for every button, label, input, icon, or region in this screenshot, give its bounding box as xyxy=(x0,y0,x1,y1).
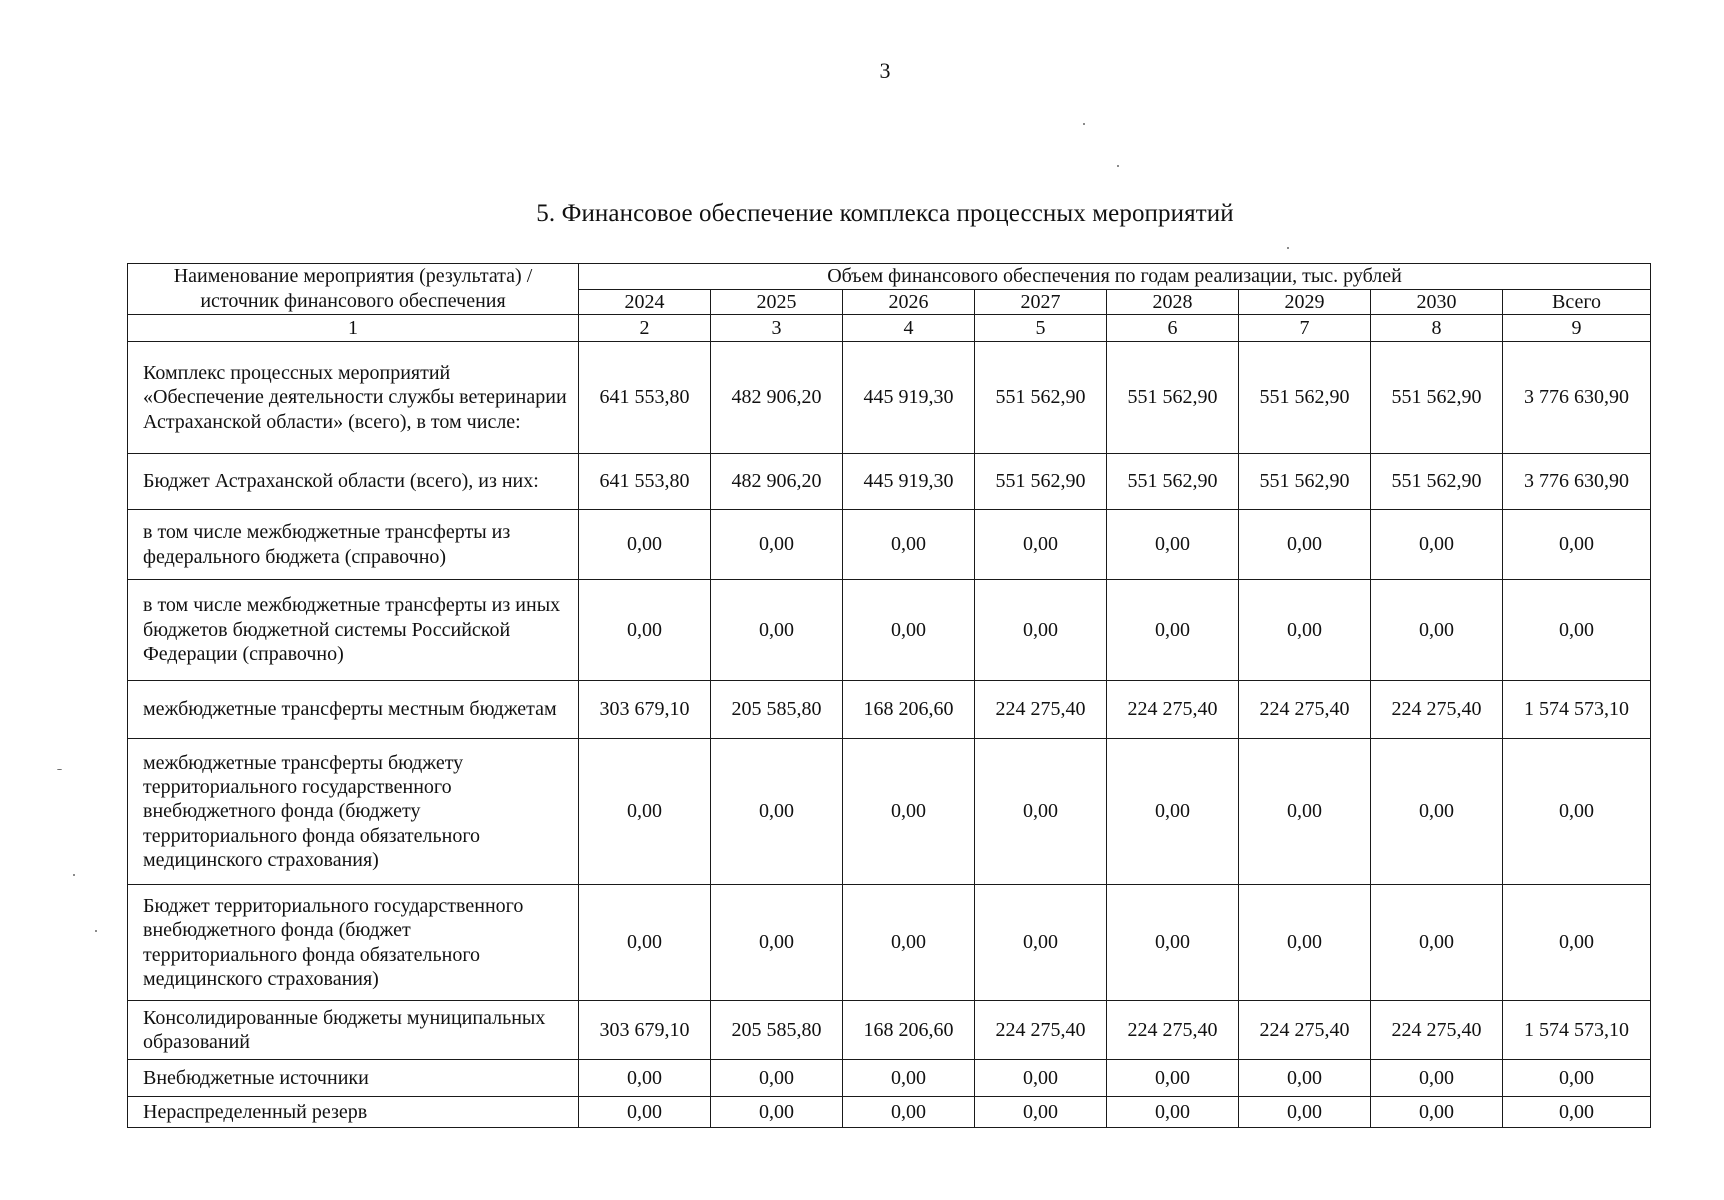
value-cell: 0,00 xyxy=(975,510,1107,580)
value-cell: 0,00 xyxy=(1371,739,1503,885)
year-header: 2030 xyxy=(1371,289,1503,315)
value-cell: 0,00 xyxy=(1239,580,1371,681)
value-cell: 0,00 xyxy=(1371,885,1503,1001)
table-row xyxy=(128,681,1651,739)
value-cell: 0,00 xyxy=(1239,885,1371,1001)
table-row xyxy=(128,1060,1651,1097)
value-cell: 0,00 xyxy=(711,885,843,1001)
value-cell: 0,00 xyxy=(1239,1060,1371,1097)
table-body xyxy=(128,264,1651,1128)
value-cell: 551 562,90 xyxy=(1371,454,1503,510)
scan-speck xyxy=(95,930,97,932)
year-header: 2029 xyxy=(1239,289,1371,315)
total-value-cell: 0,00 xyxy=(1503,885,1651,1001)
value-cell: 0,00 xyxy=(711,1060,843,1097)
value-cell: 224 275,40 xyxy=(1107,1001,1239,1060)
column-number: 9 xyxy=(1503,315,1651,342)
value-cell: 0,00 xyxy=(975,580,1107,681)
value-cell: 0,00 xyxy=(843,1060,975,1097)
year-header: 2024 xyxy=(579,289,711,315)
column-number: 7 xyxy=(1239,315,1371,342)
value-cell: 482 906,20 xyxy=(711,342,843,454)
table-row xyxy=(128,1097,1651,1128)
value-cell: 224 275,40 xyxy=(975,681,1107,739)
value-cell: 0,00 xyxy=(843,885,975,1001)
value-cell: 641 553,80 xyxy=(579,342,711,454)
column-number: 1 xyxy=(128,315,579,342)
value-cell: 0,00 xyxy=(975,885,1107,1001)
value-cell: 551 562,90 xyxy=(975,454,1107,510)
row-name-cell: Нераспределенный резерв xyxy=(128,1097,579,1128)
total-header: Всего xyxy=(1503,289,1651,315)
value-cell: 0,00 xyxy=(1371,1060,1503,1097)
row-name-cell: Бюджет Астраханской области (всего), из них: xyxy=(128,454,579,510)
table-row xyxy=(128,885,1651,1001)
year-header: 2025 xyxy=(711,289,843,315)
value-cell: 0,00 xyxy=(843,510,975,580)
value-cell: 0,00 xyxy=(579,580,711,681)
value-cell: 303 679,10 xyxy=(579,681,711,739)
total-value-cell: 1 574 573,10 xyxy=(1503,681,1651,739)
value-cell: 445 919,30 xyxy=(843,454,975,510)
value-cell: 551 562,90 xyxy=(1371,342,1503,454)
table-row xyxy=(128,1001,1651,1060)
value-cell: 0,00 xyxy=(579,510,711,580)
total-value-cell: 0,00 xyxy=(1503,1097,1651,1128)
column-number: 6 xyxy=(1107,315,1239,342)
total-value-cell: 0,00 xyxy=(1503,1060,1651,1097)
document-title: 5. Финансовое обеспечение комплекса процессных мероприятий xyxy=(536,200,1234,227)
column-number: 4 xyxy=(843,315,975,342)
scan-speck xyxy=(1083,123,1085,125)
value-cell: 224 275,40 xyxy=(1371,1001,1503,1060)
row-name-cell: Консолидированные бюджеты муниципальных образований xyxy=(128,1001,579,1060)
value-cell: 0,00 xyxy=(1371,1097,1503,1128)
value-cell: 205 585,80 xyxy=(711,681,843,739)
value-cell: 551 562,90 xyxy=(1239,342,1371,454)
value-cell: 0,00 xyxy=(1239,1097,1371,1128)
value-cell: 224 275,40 xyxy=(1239,1001,1371,1060)
header-row-top xyxy=(128,264,1651,290)
value-cell: 482 906,20 xyxy=(711,454,843,510)
column-number: 5 xyxy=(975,315,1107,342)
total-value-cell: 3 776 630,90 xyxy=(1503,454,1651,510)
value-cell: 205 585,80 xyxy=(711,1001,843,1060)
value-cell: 0,00 xyxy=(579,739,711,885)
year-header: 2027 xyxy=(975,289,1107,315)
total-value-cell: 0,00 xyxy=(1503,510,1651,580)
value-cell: 0,00 xyxy=(843,580,975,681)
financing-table xyxy=(127,263,1651,1128)
table-row xyxy=(128,580,1651,681)
row-name-cell: в том числе межбюджетные трансферты из федерального бюджета (справочно) xyxy=(128,510,579,580)
total-value-cell: 3 776 630,90 xyxy=(1503,342,1651,454)
value-cell: 551 562,90 xyxy=(975,342,1107,454)
column-number: 2 xyxy=(579,315,711,342)
value-cell: 0,00 xyxy=(711,1097,843,1128)
scan-speck xyxy=(57,769,62,770)
table-row xyxy=(128,739,1651,885)
value-cell: 0,00 xyxy=(975,739,1107,885)
value-cell: 0,00 xyxy=(711,739,843,885)
value-cell: 551 562,90 xyxy=(1239,454,1371,510)
value-cell: 0,00 xyxy=(1107,885,1239,1001)
value-cell: 0,00 xyxy=(1371,580,1503,681)
value-cell: 0,00 xyxy=(843,739,975,885)
value-cell: 551 562,90 xyxy=(1107,342,1239,454)
scan-speck xyxy=(73,874,75,876)
value-cell: 0,00 xyxy=(579,1097,711,1128)
value-cell: 0,00 xyxy=(1239,510,1371,580)
header-volume-cell: Объем финансового обеспечения по годам реализации, тыс. рублей xyxy=(579,264,1651,290)
row-name-cell: межбюджетные трансферты бюджету территориального государственного внебюджетного фонда (бюджету территориального фонда обязательного медицинского страхования) xyxy=(128,739,579,885)
value-cell: 303 679,10 xyxy=(579,1001,711,1060)
value-cell: 0,00 xyxy=(843,1097,975,1128)
value-cell: 224 275,40 xyxy=(975,1001,1107,1060)
total-value-cell: 0,00 xyxy=(1503,739,1651,885)
value-cell: 0,00 xyxy=(1107,1060,1239,1097)
table-row xyxy=(128,454,1651,510)
header-name-cell: Наименование мероприятия (результата) / источник финансового обеспечения xyxy=(128,264,579,315)
value-cell: 0,00 xyxy=(1107,510,1239,580)
value-cell: 0,00 xyxy=(1107,739,1239,885)
value-cell: 641 553,80 xyxy=(579,454,711,510)
column-number: 3 xyxy=(711,315,843,342)
value-cell: 0,00 xyxy=(975,1097,1107,1128)
value-cell: 0,00 xyxy=(975,1060,1107,1097)
table-row xyxy=(128,510,1651,580)
value-cell: 0,00 xyxy=(711,510,843,580)
value-cell: 224 275,40 xyxy=(1239,681,1371,739)
scan-speck xyxy=(1287,247,1289,249)
table-row xyxy=(128,342,1651,454)
value-cell: 0,00 xyxy=(711,580,843,681)
value-cell: 551 562,90 xyxy=(1107,454,1239,510)
column-number-row xyxy=(128,315,1651,342)
value-cell: 0,00 xyxy=(579,1060,711,1097)
row-name-cell: в том числе межбюджетные трансферты из иных бюджетов бюджетной системы Российской Федерации (справочно) xyxy=(128,580,579,681)
value-cell: 224 275,40 xyxy=(1371,681,1503,739)
value-cell: 0,00 xyxy=(1239,739,1371,885)
value-cell: 168 206,60 xyxy=(843,681,975,739)
total-value-cell: 0,00 xyxy=(1503,580,1651,681)
value-cell: 0,00 xyxy=(1371,510,1503,580)
row-name-cell: Внебюджетные источники xyxy=(128,1060,579,1097)
value-cell: 168 206,60 xyxy=(843,1001,975,1060)
page-number: 3 xyxy=(879,58,891,83)
value-cell: 445 919,30 xyxy=(843,342,975,454)
value-cell: 0,00 xyxy=(1107,580,1239,681)
value-cell: 0,00 xyxy=(579,885,711,1001)
value-cell: 0,00 xyxy=(1107,1097,1239,1128)
year-header: 2026 xyxy=(843,289,975,315)
year-header: 2028 xyxy=(1107,289,1239,315)
total-value-cell: 1 574 573,10 xyxy=(1503,1001,1651,1060)
row-name-cell: Бюджет территориального государственного внебюджетного фонда (бюджет территориального фонда обязательного медицинского страхования) xyxy=(128,885,579,1001)
column-number: 8 xyxy=(1371,315,1503,342)
value-cell: 224 275,40 xyxy=(1107,681,1239,739)
scan-speck xyxy=(1117,165,1119,167)
row-name-cell: межбюджетные трансферты местным бюджетам xyxy=(128,681,579,739)
row-name-cell: Комплекс процессных мероприятий «Обеспечение деятельности службы ветеринарии Астраханской области» (всего), в том числе: xyxy=(128,342,579,454)
